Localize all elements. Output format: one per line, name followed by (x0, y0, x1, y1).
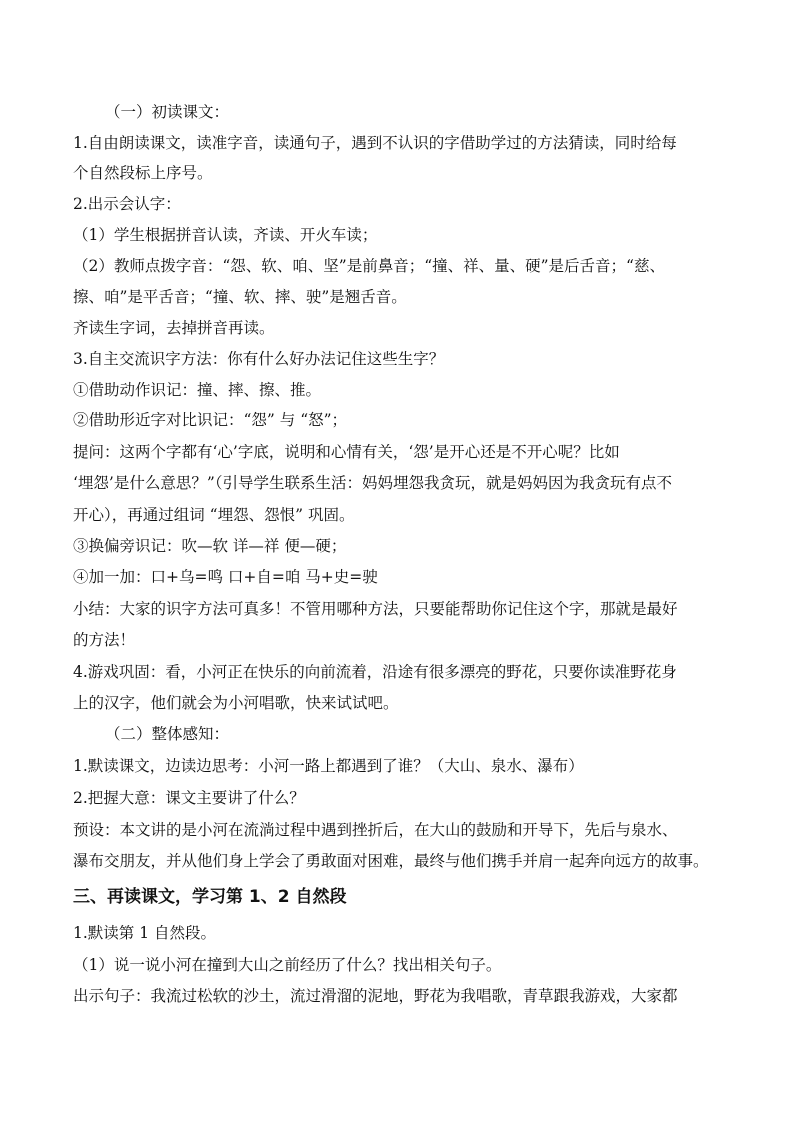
paragraph-line: 的方法！ (73, 631, 136, 649)
paragraph-line: ①借助动作识记：撞、摔、擦、推。 (73, 381, 322, 399)
paragraph-line: 预设：本文讲的是小河在流淌过程中遇到挫折后，在大山的鼓励和开导下，先后与泉水、 (73, 821, 678, 839)
paragraph-line: 1.自由朗读课文，读准字音，读通句子，遇到不认识的字借助学过的方法猜读，同时给每 (73, 134, 677, 152)
paragraph-line: 1.默读第 1 自然段。 (73, 924, 217, 942)
paragraph-line: 2.把握大意：课文主要讲了什么？ (73, 789, 305, 807)
paragraph-line: 提问：这两个字都有‘心’字底，说明和心情有关，‘怨’是开心还是不开心呢？比如 (73, 443, 620, 461)
paragraph-line: 出示句子：我流过松软的沙土，流过滑溜的泥地，野花为我唱歌，青草跟我游戏，大家都 (73, 987, 678, 1005)
paragraph-line: ④加一加：口+乌=鸣 口+自=咱 马+史=驶 (73, 568, 378, 586)
paragraph-line: 瀑布交朋友，并从他们身上学会了勇敢面对困难，最终与他们携手并肩一起奔向远方的故事。 (73, 852, 709, 870)
paragraph-line: 2.出示会认字： (73, 195, 181, 213)
paragraph-line: （2）教师点拨字音：“怨、软、咱、坚”是前鼻音；“撞、祥、量、硬”是后舌音；“慈、 (73, 257, 665, 275)
paragraph-line: 4.游戏巩固：看，小河正在快乐的向前流着，沿途有很多漂亮的野花，只要你读准野花身 (73, 663, 677, 681)
paragraph-line: （1）学生根据拼音认读，齐读、开火车读； (73, 226, 378, 244)
paragraph-line: ‘埋怨’是什么意思？”（引导学生联系生活：妈妈埋怨我贪玩，就是妈妈因为我贪玩有点不 (73, 474, 673, 492)
paragraph-line: 小结：大家的识字方法可真多！不管用哪种方法，只要能帮助你记住这个字，那就是最好 (73, 600, 678, 618)
section-heading-overall-perception: （二）整体感知： (105, 725, 230, 743)
paragraph-line: 擦、咱”是平舌音；“撞、软、摔、驶”是翘舌音。 (73, 288, 407, 306)
paragraph-line: ③换偏旁识记：吹—软 详—祥 便—硬； (73, 537, 347, 555)
paragraph-line: 3.自主交流识字方法：你有什么好办法记住这些生字？ (73, 350, 445, 368)
section-heading-initial-reading: （一）初读课文： (105, 103, 230, 121)
paragraph-line: 上的汉字，他们就会为小河唱歌，快来试试吧。 (73, 694, 399, 712)
paragraph-line: 齐读生字词，去掉拼音再读。 (73, 319, 275, 337)
paragraph-line: 开心），再通过组词 “埋怨、怨恨” 巩固。 (73, 506, 355, 524)
section-heading-reread: 三、再读课文，学习第 1、2 自然段 (73, 887, 347, 907)
paragraph-line: 个自然段标上序号。 (73, 164, 213, 182)
paragraph-line: （1）说一说小河在撞到大山之前经历了什么？找出相关句子。 (73, 956, 502, 974)
paragraph-line: 1.默读课文，边读边思考：小河一路上都遇到了谁？（大山、泉水、瀑布） (73, 757, 584, 775)
paragraph-line: ②借助形近字对比识记：“怨” 与 “怒”； (73, 411, 348, 429)
